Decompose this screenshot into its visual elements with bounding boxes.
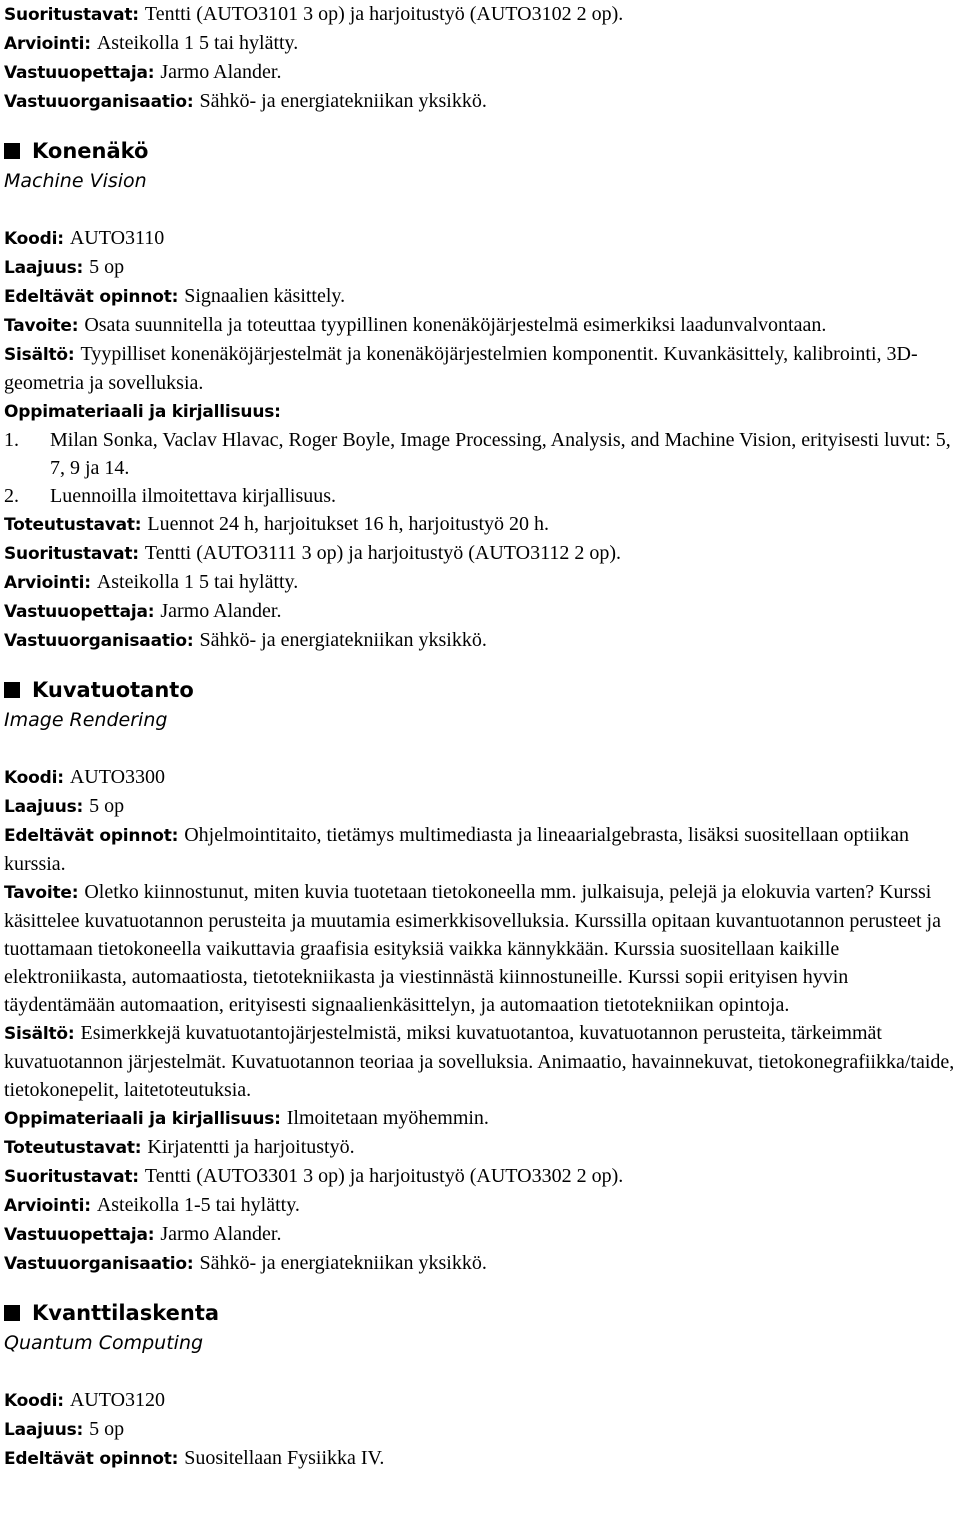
field-value: Esimerkkejä kuvatuotantojärjestelmistä, miksi kuvatuotantoa, kuvatuotannon perusteita, tärkeimmät kuvatuotannon järjestelmät. Kuvatuotannon teoriaa ja sovelluksia. Animaatio, havainnekuvat, tietokonegrafiikka/taide, tietokonepelit, laitetoteutuksia. — [4, 1022, 955, 1101]
field-label: Suoritustavat: — [4, 5, 139, 25]
oppimateriaali-row — [4, 1104, 956, 1133]
reference-item — [4, 426, 956, 482]
reference-text: Luennoilla ilmoitettava kirjallisuus. — [50, 485, 337, 507]
laajuus-row — [4, 1415, 956, 1444]
field-label: Laajuus: — [4, 797, 84, 817]
edeltavat-row — [4, 282, 956, 311]
field-label: Vastuuopettaja: — [4, 602, 155, 622]
field-value: Signaalien käsittely. — [184, 285, 346, 307]
square-bullet-icon — [4, 143, 20, 159]
vastuuorganisaatio-row — [4, 1249, 956, 1278]
field-value: 5 op — [89, 1418, 125, 1440]
course-heading — [4, 675, 956, 705]
toteutustavat-row — [4, 510, 956, 539]
toteutustavat-row — [4, 1133, 956, 1162]
field-label: Vastuuorganisaatio: — [4, 631, 194, 651]
course-title: Konenäkö — [32, 139, 149, 163]
sisalto-row — [4, 340, 956, 397]
field-value: AUTO3300 — [69, 766, 166, 788]
field-value: Osata suunnitella ja toteuttaa tyypillinen konenäköjärjestelmä esimerkiksi laadunvalvontaan. — [84, 314, 827, 336]
reference-number: 1. — [4, 429, 19, 451]
field-value: AUTO3110 — [69, 227, 165, 249]
field-label: Koodi: — [4, 1391, 64, 1411]
field-label: Oppimateriaali ja kirjallisuus: — [4, 402, 281, 422]
field-label: Toteutustavat: — [4, 515, 142, 535]
course-konenako — [4, 136, 956, 655]
field-label: Laajuus: — [4, 1420, 84, 1440]
course-title: Kuvatuotanto — [32, 678, 194, 702]
field-label: Vastuuorganisaatio: — [4, 1254, 194, 1274]
field-label: Vastuuopettaja: — [4, 1225, 155, 1245]
oppimateriaali-row — [4, 397, 956, 426]
vastuuopettaja-row — [4, 58, 956, 87]
field-value: Sähkö- ja energiatekniikan yksikkö. — [199, 629, 487, 651]
field-label: Sisältö: — [4, 345, 75, 365]
field-label: Koodi: — [4, 229, 64, 249]
field-value: Tentti (AUTO3111 3 op) ja harjoitustyö (AUTO3112 2 op). — [144, 542, 622, 564]
tavoite-row — [4, 311, 956, 340]
course-kvanttilaskenta — [4, 1298, 956, 1473]
course-subtitle: Image Rendering — [4, 709, 168, 731]
edeltavat-row — [4, 821, 956, 878]
field-label: Sisältö: — [4, 1024, 75, 1044]
edeltavat-row — [4, 1444, 956, 1473]
field-value: Luennot 24 h, harjoitukset 16 h, harjoitustyö 20 h. — [147, 513, 550, 535]
square-bullet-icon — [4, 1305, 20, 1321]
field-value: Asteikolla 1-5 tai hylätty. — [96, 1194, 300, 1216]
square-bullet-icon — [4, 682, 20, 698]
course-description-page — [4, 0, 956, 1473]
field-value: Jarmo Alander. — [160, 600, 282, 622]
field-value: Tentti (AUTO3101 3 op) ja harjoitustyö (AUTO3102 2 op). — [144, 3, 624, 25]
field-value: Suositellaan Fysiikka IV. — [184, 1447, 385, 1469]
course-subtitle: Quantum Computing — [4, 1332, 204, 1354]
course-heading — [4, 1298, 956, 1328]
field-value: Asteikolla 1 5 tai hylätty. — [96, 32, 299, 54]
field-label: Koodi: — [4, 768, 64, 788]
field-value: AUTO3120 — [69, 1389, 166, 1411]
reference-item — [4, 482, 956, 510]
laajuus-row — [4, 792, 956, 821]
field-value: Asteikolla 1 5 tai hylätty. — [96, 571, 299, 593]
field-label: Laajuus: — [4, 258, 84, 278]
field-value: Ilmoitetaan myöhemmin. — [286, 1107, 489, 1129]
field-value: 5 op — [89, 795, 125, 817]
field-label: Oppimateriaali ja kirjallisuus: — [4, 1109, 281, 1129]
tavoite-row — [4, 878, 956, 1019]
koodi-row — [4, 224, 956, 253]
field-label: Suoritustavat: — [4, 1167, 139, 1187]
field-value: 5 op — [89, 256, 125, 278]
field-label: Arviointi: — [4, 34, 91, 54]
vastuuopettaja-row — [4, 597, 956, 626]
field-label: Edeltävät opinnot: — [4, 1449, 179, 1469]
field-label: Edeltävät opinnot: — [4, 287, 179, 307]
arviointi-row — [4, 29, 956, 58]
field-value: Ohjelmointitaito, tietämys multimediasta ja lineaarialgebrasta, lisäksi suositellaan optiikan kurssia. — [4, 824, 910, 875]
field-label: Arviointi: — [4, 1196, 91, 1216]
field-label: Suoritustavat: — [4, 544, 139, 564]
reference-number: 2. — [4, 485, 19, 507]
laajuus-row — [4, 253, 956, 282]
course-heading — [4, 136, 956, 166]
koodi-row — [4, 1386, 956, 1415]
course-subtitle: Machine Vision — [4, 170, 147, 192]
field-label: Tavoite: — [4, 316, 79, 336]
koodi-row — [4, 763, 956, 792]
field-label: Tavoite: — [4, 883, 79, 903]
field-value: Jarmo Alander. — [160, 1223, 282, 1245]
field-value: Jarmo Alander. — [160, 61, 282, 83]
field-label: Edeltävät opinnot: — [4, 826, 179, 846]
suoritustavat-row — [4, 0, 956, 29]
field-value: Tyypilliset konenäköjärjestelmät ja konenäköjärjestelmien komponentit. Kuvankäsittely, kalibrointi, 3D-geometria ja sovelluksia. — [4, 343, 918, 394]
vastuuopettaja-row — [4, 1220, 956, 1249]
field-value: Oletko kiinnostunut, miten kuvia tuotetaan tietokoneella mm. julkaisuja, pelejä ja elokuvia varten? Kurssi käsittelee kuvatuotannon perusteita ja muutamia esimerkkisovelluksia. Kurssilla opitaan kuvantuotannon perusteet ja tuottamaan tietokoneella vaikuttavia graafisia esityksiä vaikka kännykkään. Kurssia suositellaan kaikille elektroniikasta, automaatiosta, tietotekniikasta ja viestinnästä kiinnostuneille. Kurssi sopii erityisen hyvin täydentämään automaation, erityisesti signaalienkäsittelyn, ja automaation tietotekniikan opintoja. — [4, 881, 941, 1016]
field-value: Tentti (AUTO3301 3 op) ja harjoitustyö (AUTO3302 2 op). — [144, 1165, 624, 1187]
sisalto-row — [4, 1019, 956, 1104]
field-label: Vastuuopettaja: — [4, 63, 155, 83]
field-label: Toteutustavat: — [4, 1138, 142, 1158]
field-label: Arviointi: — [4, 573, 91, 593]
field-value: Sähkö- ja energiatekniikan yksikkö. — [199, 1252, 487, 1274]
field-label: Vastuuorganisaatio: — [4, 92, 194, 112]
previous-course-tail — [4, 0, 956, 116]
course-kuvatuotanto — [4, 675, 956, 1278]
reference-list — [4, 426, 956, 510]
vastuuorganisaatio-row — [4, 87, 956, 116]
vastuuorganisaatio-row — [4, 626, 956, 655]
arviointi-row — [4, 568, 956, 597]
field-value: Sähkö- ja energiatekniikan yksikkö. — [199, 90, 487, 112]
suoritustavat-row — [4, 1162, 956, 1191]
suoritustavat-row — [4, 539, 956, 568]
field-value: Kirjatentti ja harjoitustyö. — [147, 1136, 355, 1158]
reference-text: Milan Sonka, Vaclav Hlavac, Roger Boyle, Image Processing, Analysis, and Machine Vision, erityisesti luvut: 5, 7, 9 ja 14. — [50, 429, 951, 479]
arviointi-row — [4, 1191, 956, 1220]
course-title: Kvanttilaskenta — [32, 1301, 220, 1325]
